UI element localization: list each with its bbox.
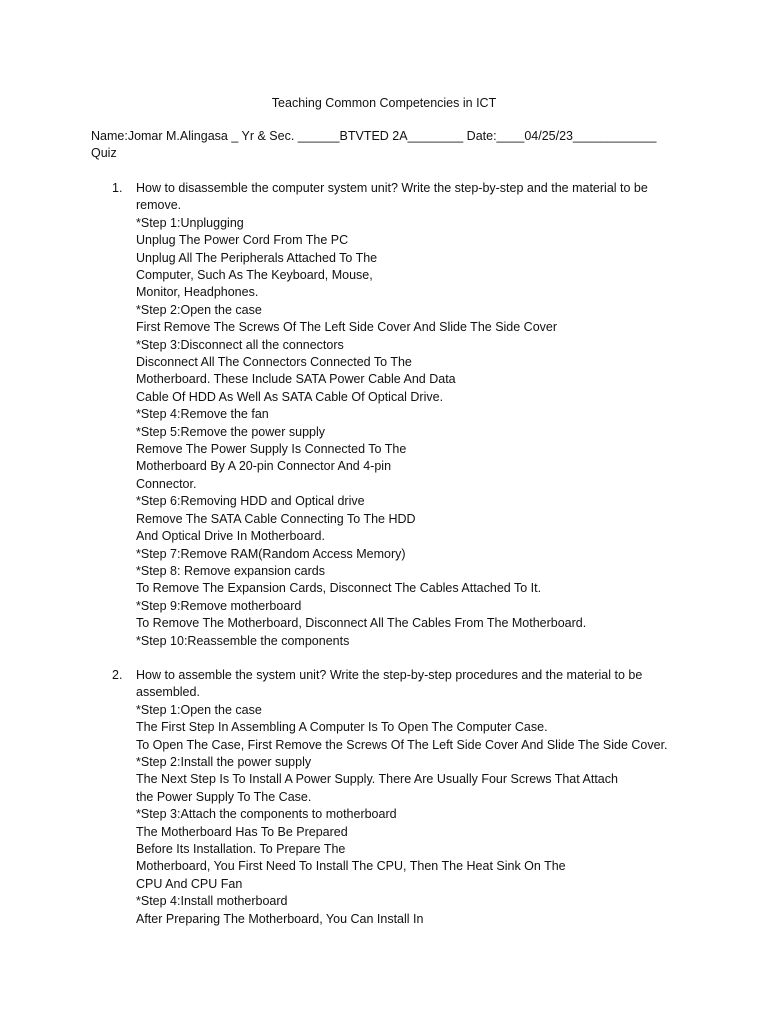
answer-line: *Step 6:Removing HDD and Optical drive — [136, 494, 365, 509]
answer-line: Computer, Such As The Keyboard, Mouse, — [136, 268, 373, 283]
answer-line: *Step 1:Open the case — [136, 702, 262, 717]
answer-line: Cable Of HDD As Well As SATA Cable Of Optical Drive. — [136, 389, 444, 404]
answer-line: Motherboard. These Include SATA Power Cable And Data — [136, 372, 456, 387]
question-text: How to disassemble the computer system unit? Write the step-by-step and the material to be remove. — [136, 181, 648, 213]
answer-line: To Remove The Motherboard, Disconnect All The Cables From The Motherboard. — [136, 616, 587, 631]
question-text: How to assemble the system unit? Write the step-by-step procedures and the material to be assembled. — [136, 668, 643, 700]
answer-line: Motherboard, You First Need To Install The CPU, Then The Heat Sink On The — [136, 859, 566, 874]
answer-line: the Power Supply To The Case. — [136, 789, 312, 804]
question-number: 1. — [112, 181, 123, 195]
answer-line: Disconnect All The Connectors Connected To The — [136, 355, 412, 370]
student-info-line: Name:Jomar M.Alingasa _ Yr & Sec. ______BTVTED 2A________ Date:____04/25/23____________ — [91, 129, 657, 143]
answer-line: Remove The SATA Cable Connecting To The HDD — [136, 511, 416, 526]
answer-line: Unplug The Power Cord From The PC — [136, 233, 349, 248]
answer-line: *Step 3:Attach the components to motherboard — [136, 807, 397, 822]
answer-line: *Step 5:Remove the power supply — [136, 424, 325, 439]
answer-line: Monitor, Headphones. — [136, 285, 259, 300]
answer-line: After Preparing The Motherboard, You Can Install In — [136, 911, 424, 926]
question-number: 2. — [112, 668, 123, 682]
answer-line: Before Its Installation. To Prepare The — [136, 842, 346, 857]
answer-line: *Step 2:Open the case — [136, 302, 262, 317]
answer-line: *Step 7:Remove RAM(Random Access Memory) — [136, 546, 406, 561]
answer-line: *Step 1:Unplugging — [136, 215, 244, 230]
answer-line: The First Step In Assembling A Computer Is To Open The Computer Case. — [136, 720, 548, 735]
answer-line: *Step 2:Install the power supply — [136, 755, 312, 770]
answer-line: *Step 4:Remove the fan — [136, 407, 269, 422]
answer-line: First Remove The Screws Of The Left Side Cover And Slide The Side Cover — [136, 320, 558, 335]
answer-line: Remove The Power Supply Is Connected To The — [136, 442, 407, 457]
answer-line: To Open The Case, First Remove the Screws Of The Left Side Cover And Slide The Side Cover. — [136, 737, 668, 752]
answer-line: *Step 8: Remove expansion cards — [136, 563, 325, 578]
answer-line: *Step 9:Remove motherboard — [136, 598, 302, 613]
answer-line: And Optical Drive In Motherboard. — [136, 529, 325, 544]
answer-line: Connector. — [136, 476, 197, 491]
answer-lines — [136, 702, 696, 928]
answer-line: To Remove The Expansion Cards, Disconnect The Cables Attached To It. — [136, 581, 542, 596]
answer-line: *Step 4:Install motherboard — [136, 894, 288, 909]
answer-line: The Motherboard Has To Be Prepared — [136, 824, 348, 839]
answer-line: Motherboard By A 20-pin Connector And 4-pin — [136, 459, 392, 474]
answer-line: CPU And CPU Fan — [136, 876, 243, 891]
answer-line: Unplug All The Peripherals Attached To The — [136, 250, 378, 265]
quiz-label: Quiz — [91, 146, 117, 160]
answer-line: The Next Step Is To Install A Power Supply. There Are Usually Four Screws That Attach — [136, 772, 618, 787]
document-title: Teaching Common Competencies in ICT — [271, 96, 497, 110]
answer-lines — [136, 215, 696, 650]
answer-line: *Step 3:Disconnect all the connectors — [136, 337, 344, 352]
answer-line: *Step 10:Reassemble the components — [136, 633, 350, 648]
